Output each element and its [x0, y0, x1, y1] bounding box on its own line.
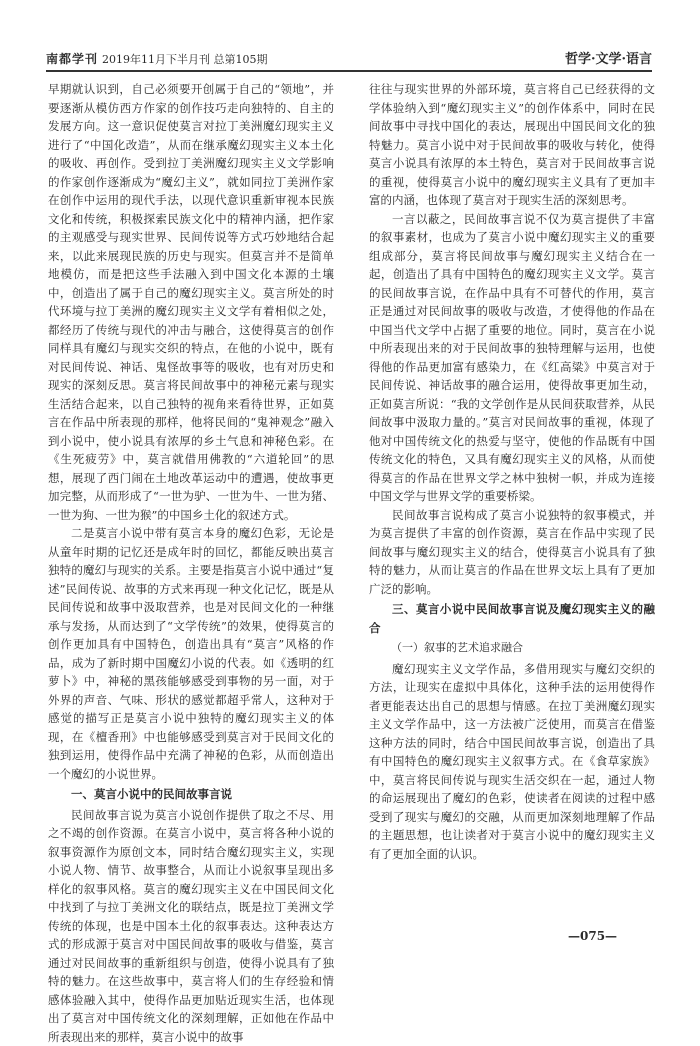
paragraph: 民间故事言说构成了莫言小说独特的叙事模式，并为莫言提供了丰富的创作资源，莫言在作品中实现了民间故事与魔幻现实主义的结合，使得莫言小说具有了独特的魅力，从而让莫言的作品在世界文坛上具有了更加广泛的影响。	[369, 506, 655, 599]
section-heading: 一、莫言小说中的民间故事言说	[48, 785, 334, 804]
paragraph: 往往与现实世界的外部环境，莫言将自己已经获得的文学体验纳入到“魔幻现实主义”的创作体系中，同时在民间故事中寻找中国化的表达，展现出中国民间文化的独特魅力。莫言小说中对于民间故事的吸收与转化，使得莫言小说具有浓厚的本土特色，莫言对于民间故事言说的重视，使得莫言小说中的魔幻现实主义具有了更加丰富的内涵，也体现了莫言对于现实生活的深刻思考。	[369, 80, 655, 210]
paragraph: 民间故事言说为莫言小说创作提供了取之不尽、用之不竭的创作资源。在莫言小说中，莫言将各种小说的叙事资源作为原创文本，同时结合魔幻现实主义，实现小说人物、情节、故事整合，从而让小说叙事呈现出多样化的叙事风格。莫言的魔幻现实主义在中国民间文化中找到了与拉丁美洲文化的联结点，既是拉丁美洲文学传统的体现，也是中国本土化的叙事表达。这种表达方式的形成源于莫言对中国民间故事的吸收与借鉴，莫言通过对民间故事的重新组织与创造，使得小说具有了独特的魅力。在这些故事中，莫言将人们的生存经验和情感体验融入其中，使得作品更加贴近现实生活，也体现出了莫言对中国传统文化的深刻理解，正如他在作品中所表现出来的那样，莫言小说中的故事	[48, 806, 334, 1046]
page-header	[46, 48, 652, 70]
left-column	[48, 80, 334, 928]
right-column	[369, 80, 655, 928]
subsection-heading: （一）叙事的艺术追求融合	[369, 639, 655, 658]
header-left	[46, 50, 268, 67]
page-number: —075—	[568, 929, 617, 943]
header-rule	[46, 70, 652, 72]
issue-info: 2019年11月下半月刊 总第105期	[102, 53, 267, 66]
magazine-title: 南都学刊	[46, 52, 98, 66]
paragraph: 早期就认识到，自己必须要开创属于自己的“领地”，并要逐渐从模仿西方作家的创作技巧走向独特的、自主的发展方向。这一意识促使莫言对拉丁美洲魔幻现实主义进行了“中国化改造”，从而在继承魔幻现实主义本土化的吸收、再创作。受到拉丁美洲魔幻现实主义文学影响的作家创作逐渐成为“魔幻主义”，就如同拉丁美洲作家在创作中运用的现代手法，以现代意识重新审视本民族文化和传统，积极探索民族文化中的精神内涵，把作家的主观感受与现实世界、民间传说等方式巧妙地结合起来，以此来展现民族的历史与现实。但莫言并不是简单地模仿，而是把这些手法融入到中国文化本源的土壤中，创造出了属于自己的魔幻现实主义。莫言所处的时代环境与拉丁美洲的魔幻现实主义文学有着相似之处，都经历了传统与现代的冲击与融合，这使得莫言的创作同样具有魔幻与现实交织的特点，在他的小说中，既有对民间传说、神话、鬼怪故事等的吸收，也有对历史和现实的深刻反思。莫言将民间故事中的神秘元素与现实生活结合起来，以自己独特的视角来看待世界，正如莫言在作品中所表现的那样，他将民间的“鬼神观念”融入到小说中，使小说具有浓厚的乡土气息和神秘色彩。在《生死疲劳》中，莫言就借用佛教的“六道轮回”的思想，展现了西门闹在土地改革运动中的遭遇，使故事更加完整，从而形成了“一世为驴、一世为牛、一世为猪、一世为狗、一世为猴”的中国乡土化的叙述方式。	[48, 80, 334, 524]
section-heading: 三、莫言小说中民间故事言说及魔幻现实主义的融合	[369, 600, 655, 637]
paragraph: 一言以蔽之，民间故事言说不仅为莫言提供了丰富的叙事素材，也成为了莫言小说中魔幻现实主义的重要组成部分，莫言将民间故事与魔幻现实主义结合在一起，创造出了具有中国特色的魔幻现实主义文学。莫言的民间故事言说，在作品中具有不可替代的作用，莫言正是通过对民间故事的吸收与改造，才使得他的作品在中国当代文学中占据了重要的地位。同时，莫言在小说中所表现出来的对于民间故事的独特理解与运用，也使得他的作品更加富有感染力，在《红高粱》中莫言对于民间传说、神话故事的融合运用，使得故事更加生动，正如莫言所说：“我的文学创作是从民间获取营养，从民间故事中汲取力量的。”莫言对民间故事的重视，体现了他对中国传统文化的热爱与坚守，使他的作品既有中国传统文化的特色，又具有魔幻现实主义的风格，从而使得莫言的作品在世界文学之林中独树一帜，并成为连接中国文学与世界文学的重要桥梁。	[369, 210, 655, 506]
paragraph: 二是莫言小说中带有莫言本身的魔幻色彩，无论是从童年时期的记忆还是成年时的回忆，都能反映出莫言独特的魔幻与现实的关系。主要是指莫言小说中通过“复述”民间传说、故事的方式来再现一种文化记忆，既是从民间传说和故事中汲取营养，也是对民间文化的一种继承与发扬，从而达到了“文学传统”的效果，使得莫言的创作更加具有中国特色，创造出具有“莫言”风格的作品，成为了新时期中国魔幻小说的代表。如《透明的红萝卜》中，神秘的黑孩能够感受到事物的另一面，对于外界的声音、气味、形状的感觉都超乎常人，这种对于感觉的描写正是莫言小说中独特的魔幻现实主义的体现，在《檀香刑》中也能够感受到莫言对于民间文化的独到运用，使得作品中充满了神秘的色彩，从而创造出一个魔幻的小说世界。	[48, 524, 334, 783]
section-title: 哲学·文学·语言	[565, 48, 652, 67]
paragraph: 魔幻现实主义文学作品，多借用现实与魔幻交织的方法，让现实在虚拟中具体化，这种手法的运用使得作者更能表达出自己的思想与情感。在拉丁美洲魔幻现实主义文学作品中，这一方法被广泛使用，而莫言在借鉴这种方法的同时，结合中国民间故事言说，创造出了具有中国特色的魔幻现实主义叙事方式。在《食草家族》中，莫言将民间传说与现实生活交织在一起，通过人物的命运展现出了魔幻的色彩，使读者在阅读的过程中感受到了现实与魔幻的交融，从而更加深刻地理解了作品的主题思想，也让读者对于莫言小说中的魔幻现实主义有了更加全面的认识。	[369, 660, 655, 864]
